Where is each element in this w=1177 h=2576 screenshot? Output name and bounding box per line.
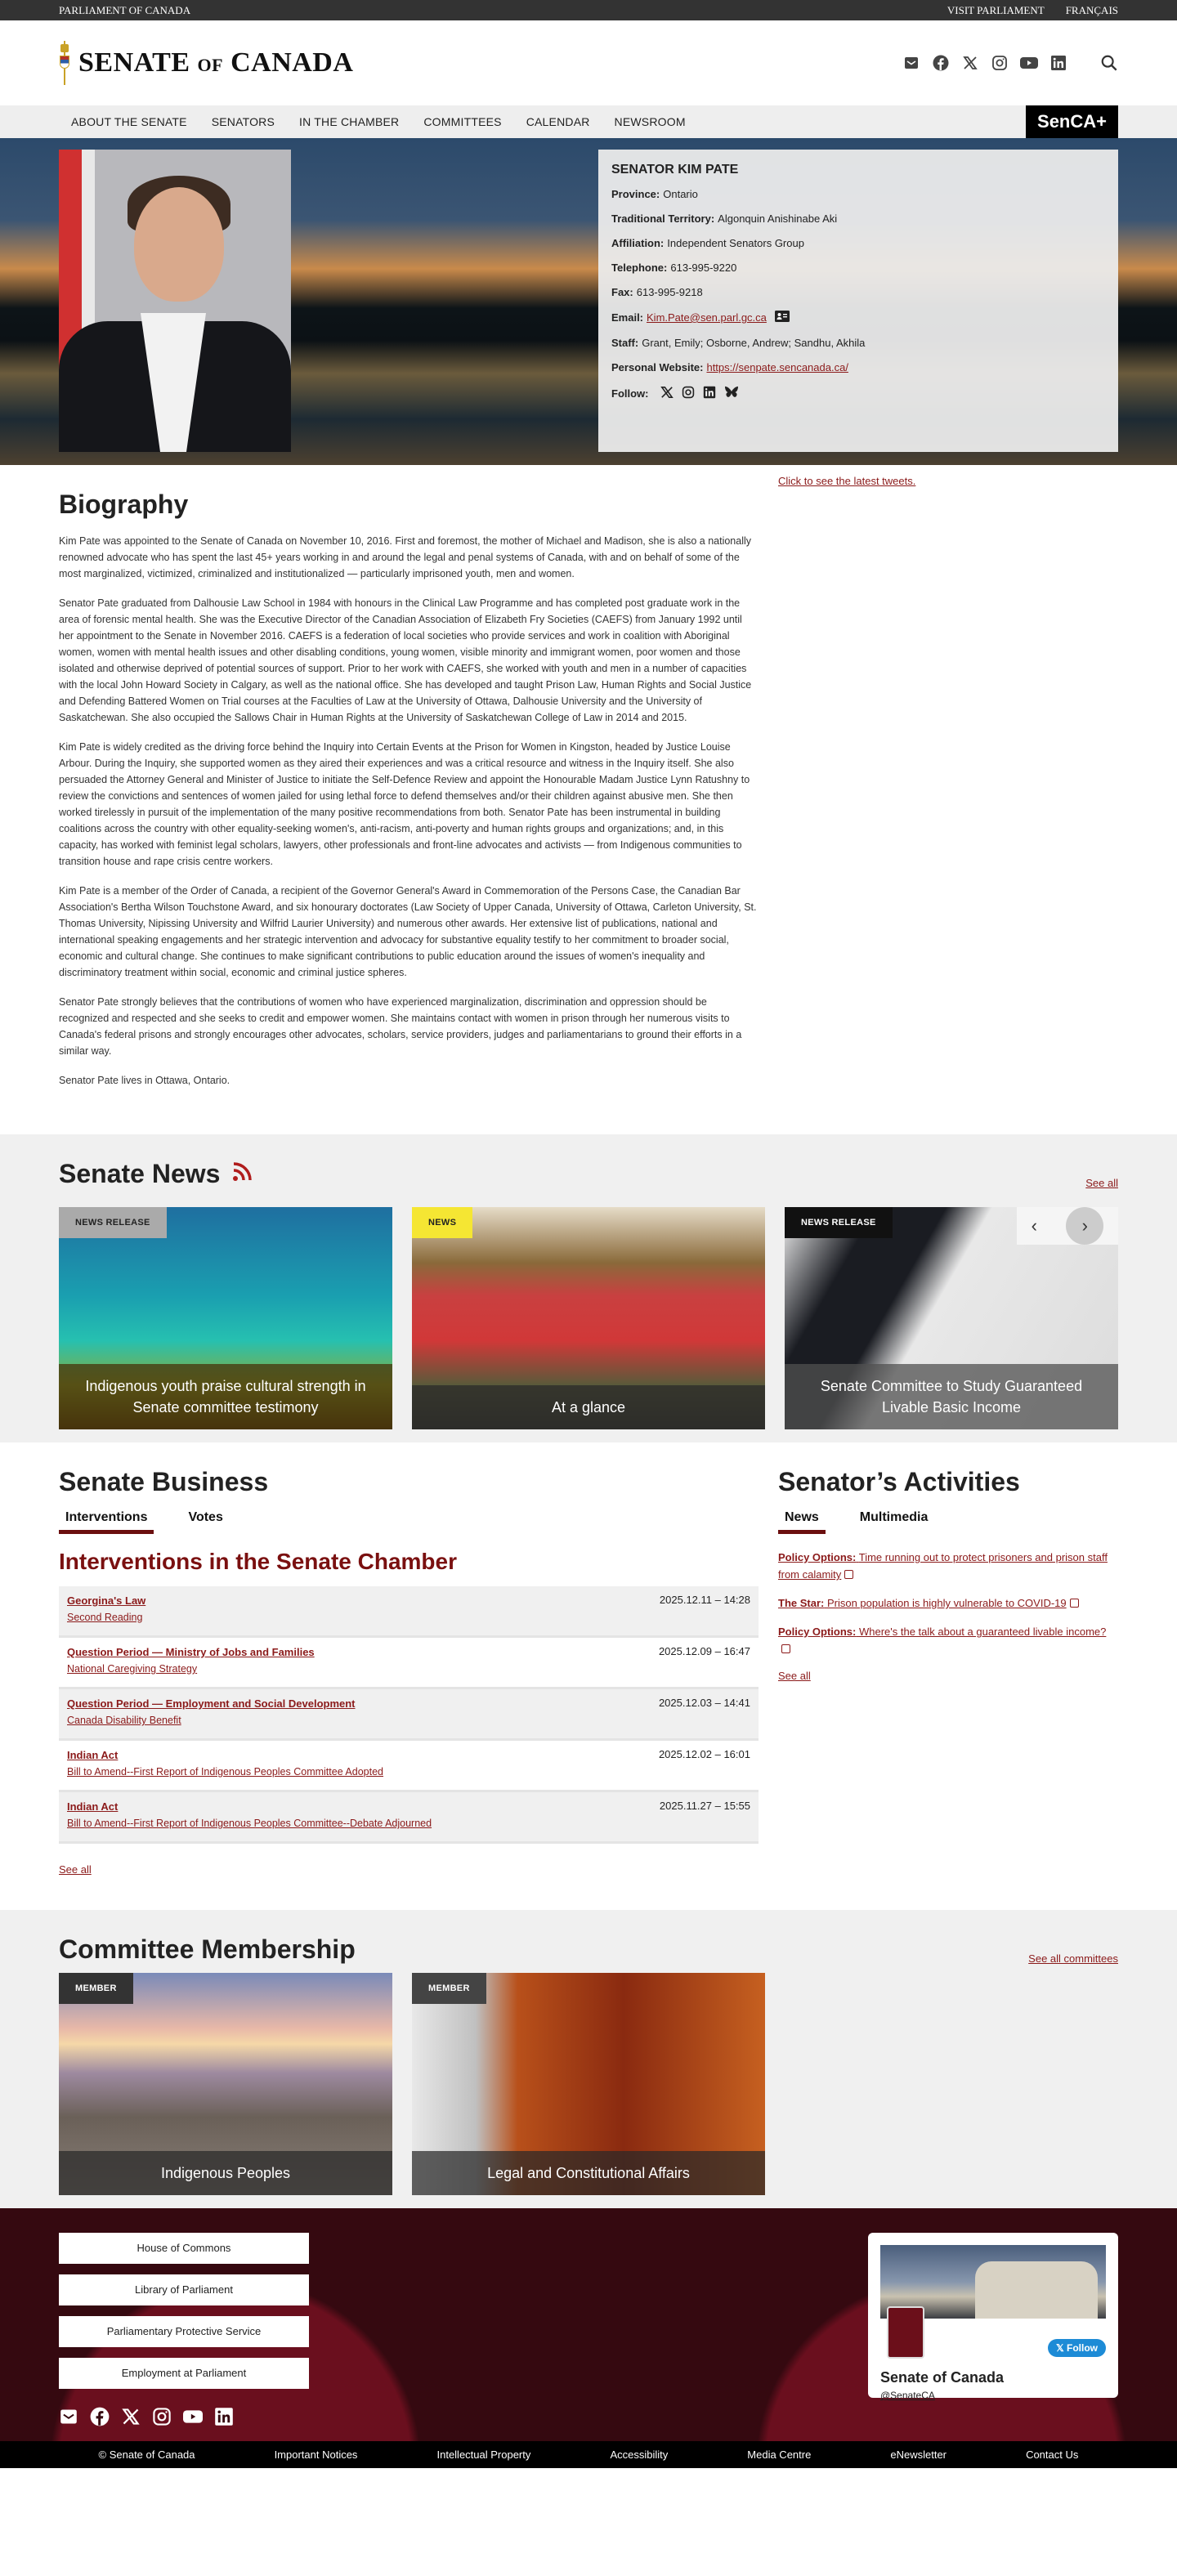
sidebar: [778, 475, 1118, 1102]
intervention-date: 2025.12.03 – 14:41: [658, 1697, 750, 1709]
activity-text: Where's the talk about a guaranteed livable income?: [858, 1626, 1107, 1638]
email-link[interactable]: Kim.Pate@sen.parl.gc.ca: [647, 311, 767, 324]
activity-source: Policy Options:: [778, 1626, 857, 1638]
intervention-sub-link[interactable]: National Caregiving Strategy: [67, 1663, 198, 1675]
footer-intellectual-property[interactable]: Intellectual Property: [436, 2449, 531, 2461]
nav-in-the-chamber[interactable]: IN THE CHAMBER: [299, 115, 400, 128]
activities-see-all-link[interactable]: See all: [778, 1670, 811, 1682]
youtube-icon[interactable]: [183, 2407, 203, 2426]
instagram-icon[interactable]: [682, 386, 695, 401]
committee-card[interactable]: [412, 1973, 765, 2195]
intervention-sub-link[interactable]: Bill to Amend--First Report of Indigenous Peoples Committee Adopted: [67, 1766, 384, 1778]
news-card[interactable]: [59, 1207, 392, 1429]
committee-card[interactable]: [59, 1973, 392, 2195]
tab-news[interactable]: News: [778, 1510, 826, 1534]
copyright: © Senate of Canada: [98, 2449, 195, 2461]
intervention-row: [59, 1638, 759, 1689]
senca-plus-button[interactable]: SenCA+: [1026, 105, 1118, 138]
nav-newsroom[interactable]: NEWSROOM: [614, 115, 686, 128]
interventions-list: [59, 1586, 759, 1844]
x-profile-name: Senate of Canada: [880, 2369, 1005, 2386]
intervention-date: 2025.12.09 – 16:47: [658, 1645, 750, 1657]
news-tag: NEWS RELEASE: [59, 1207, 167, 1238]
nav-about-the-senate[interactable]: ABOUT THE SENATE: [71, 115, 187, 128]
tab-votes[interactable]: Votes: [188, 1510, 223, 1524]
interventions-title: Interventions in the Senate Chamber: [59, 1549, 457, 1574]
visit-parliament-link[interactable]: VISIT PARLIAMENT: [947, 3, 1045, 16]
news-caption: Senate Committee to Study Guaranteed Livable Basic Income: [785, 1364, 1118, 1429]
rss-icon[interactable]: [231, 1159, 253, 1189]
activity-link[interactable]: [778, 1597, 1067, 1609]
top-bar: [0, 0, 1177, 20]
vcard-icon[interactable]: [775, 311, 790, 324]
external-link-icon: [781, 1644, 790, 1653]
intervention-row: [59, 1689, 759, 1741]
senate-logo[interactable]: [59, 41, 353, 85]
footer-link-employment[interactable]: Employment at Parliament: [59, 2358, 309, 2389]
intervention-row: [59, 1586, 759, 1638]
website-label: Personal Website:: [611, 361, 704, 373]
news-tag: NEWS RELEASE: [785, 1207, 893, 1238]
parliament-link[interactable]: PARLIAMENT OF CANADA: [59, 3, 191, 16]
intervention-title-link[interactable]: Indian Act: [67, 1800, 119, 1813]
territory-value: Algonquin Anishinabe Aki: [718, 212, 838, 225]
footer-accessibility[interactable]: Accessibility: [610, 2449, 669, 2461]
x-follow-button[interactable]: 𝕏 Follow: [1048, 2339, 1106, 2357]
staff-value: Grant, Emily; Osborne, Andrew; Sandhu, Akhila: [642, 337, 866, 349]
bio-paragraph: Kim Pate is a member of the Order of Canada, a recipient of the Governor General's Award in Commemoration of the Persons Case, the Canadian Bar Association's Bertha Wilson Touchstone Award, and six honourary doctorates (Law Society of Upper Canada, University of Ottawa, Carleton University, St. Thomas University, Nipissing University and Wilfrid Laurier University) and numerous other awards. Her extensive list of publications, national and international speaking engagements and her strategic intervention and advocacy for substantive equality testify to her commitment to broader social, economic and cultural change. She continues to make significant contributions to public education around the issues of women's inequality and discriminatory treatment within social, economic and criminal justice spheres.: [59, 885, 757, 978]
activity-link[interactable]: [778, 1626, 1106, 1638]
activity-source: Policy Options:: [778, 1551, 857, 1563]
intervention-row: [59, 1741, 759, 1792]
bio-paragraph: Senator Pate lives in Ottawa, Ontario.: [59, 1075, 230, 1086]
x-profile-avatar: [887, 2306, 924, 2359]
committee-tag: MEMBER: [412, 1973, 486, 2004]
instagram-icon[interactable]: [991, 54, 1009, 72]
email-label: Email:: [611, 311, 644, 324]
tab-multimedia[interactable]: Multimedia: [859, 1510, 929, 1524]
x-icon[interactable]: [121, 2407, 141, 2426]
activity-text: Time running out to protect prisoners and prison staff from calamity: [778, 1551, 1108, 1581]
nav-calendar[interactable]: CALENDAR: [526, 115, 590, 128]
senator-name: SENATOR KIM PATE: [611, 163, 739, 177]
x-icon[interactable]: [660, 386, 674, 401]
senate-business-title: Senate Business: [59, 1467, 269, 1496]
x-profile-card: [868, 2233, 1118, 2401]
mace-icon: [59, 41, 70, 85]
intervention-date: 2025.11.27 – 15:55: [659, 1800, 750, 1812]
site-footer: [0, 2208, 1177, 2441]
senator-portrait: [59, 150, 291, 452]
linkedin-icon[interactable]: [214, 2407, 234, 2426]
footer-link-protective-service[interactable]: Parliamentary Protective Service: [59, 2316, 309, 2347]
nav-committees[interactable]: COMMITTEES: [423, 115, 502, 128]
footer-link-library-of-parliament[interactable]: Library of Parliament: [59, 2274, 309, 2305]
fax-value: 613-995-9218: [636, 286, 703, 298]
carousel-prev-button[interactable]: ‹: [1031, 1215, 1037, 1236]
bluesky-icon[interactable]: [724, 386, 739, 401]
committee-section: [0, 1910, 1177, 2208]
x-profile-handle[interactable]: @SenateCA: [880, 2390, 935, 2401]
intervention-date: 2025.12.11 – 14:28: [659, 1594, 750, 1606]
affiliation-value: Independent Senators Group: [667, 237, 804, 249]
province-label: Province:: [611, 188, 660, 200]
senator-info-card: [598, 150, 1118, 452]
footer-enewsletter[interactable]: eNewsletter: [890, 2449, 947, 2461]
logo-text-senate: SENATE: [78, 47, 190, 78]
activity-item: [778, 1549, 1118, 1583]
territory-label: Traditional Territory:: [611, 212, 715, 225]
see-all-committees-link[interactable]: See all committees: [1028, 1952, 1118, 1965]
x-icon[interactable]: [961, 54, 979, 72]
facebook-icon[interactable]: [90, 2407, 110, 2426]
instagram-icon[interactable]: [152, 2407, 172, 2426]
main-nav: [0, 105, 1177, 138]
footer-media-centre[interactable]: Media Centre: [747, 2449, 812, 2461]
fax-label: Fax:: [611, 286, 633, 298]
logo-text-of: OF: [197, 55, 224, 75]
activity-text: Prison population is highly vulnerable to COVID-19: [826, 1597, 1067, 1609]
intervention-sub-link[interactable]: Canada Disability Benefit: [67, 1715, 181, 1726]
tab-interventions[interactable]: Interventions: [59, 1510, 154, 1534]
senator-hero: [0, 138, 1177, 465]
activities-title: Senator’s Activities: [778, 1467, 1020, 1496]
footer-bottom-bar: [0, 2441, 1177, 2468]
intervention-title-link[interactable]: Question Period — Employment and Social Development: [67, 1697, 356, 1710]
intervention-row: [59, 1792, 759, 1844]
activity-item: [778, 1623, 1118, 1657]
affiliation-label: Affiliation:: [611, 237, 665, 249]
bio-paragraph: Kim Pate was appointed to the Senate of Canada on November 10, 2016. First and foremost, the mother of Michael and Madison, she is also a nationally renowned advocate who has spent the last 45+ years working in and around the legal and penal systems of Canada, with and on behalf of some of the most marginalized, victimized, criminalized and institutionalized — particularly imprisoned youth, men and women.: [59, 535, 752, 579]
news-card[interactable]: [412, 1207, 765, 1429]
footer-important-notices[interactable]: Important Notices: [274, 2449, 358, 2461]
external-link-icon: [1070, 1599, 1079, 1608]
intervention-date: 2025.12.02 – 16:01: [658, 1748, 750, 1760]
intervention-sub-link[interactable]: Bill to Amend--First Report of Indigenous Peoples Committee--Debate Adjourned: [67, 1818, 432, 1829]
activity-item: [778, 1594, 1118, 1612]
intervention-sub-link[interactable]: Second Reading: [67, 1612, 143, 1623]
news-tag: NEWS: [412, 1207, 472, 1238]
carousel-nav: [1017, 1207, 1118, 1245]
search-icon[interactable]: [1100, 54, 1118, 72]
senate-news-title: Senate News: [59, 1159, 221, 1188]
linkedin-icon[interactable]: [1049, 54, 1067, 72]
news-caption: At a glance: [412, 1385, 765, 1429]
activity-link[interactable]: [778, 1551, 1108, 1581]
biography-title: Biography: [59, 490, 189, 519]
footer-contact-us[interactable]: Contact Us: [1026, 2449, 1079, 2461]
bio-paragraph: Senator Pate strongly believes that the contributions of women who have experienced marginalization, discrimination and oppression should be recognized and respected and she seeks to credit and empower women. She maintains contact with women in prison through her numerous visits to Canada's federal prisons and strongly encourages other advocates, scholars, service providers, judges and parliamentarians to ground their efforts in a similar way.: [59, 996, 742, 1057]
main-content: [0, 465, 1177, 1102]
bio-paragraph: Senator Pate graduated from Dalhousie Law School in 1984 with honours in the Clinical Law Programme and has completed post graduate work in the area of forensic mental health. She was the Executive Director of the Canadian Association of Elizabeth Fry Societies (CAEFS) from January 1992 until her appointment to the Senate in November 2016. CAEFS is a federation of local societies who provide services and work in coalition with Aboriginal women, women with mental health issues and other disabling conditions, young women, visible minority and immigrant women, poor women and those isolated and otherwise deprived of potential sources of support. Prior to her work with CAEFS, she worked with youth and men in a number of capacities with the local John Howard Society in Calgary, as well as the national office. She has developed and taught Prison Law, Human Rights and Social Justice and Defending Battered Women on Trial courses at the Faculties of Law at the University of Ottawa, Dalhousie University and the University of Saskatchewan. She also occupied the Sallows Chair in Human Rights at the University of Saskatchewan College of Law in 2014 and 2015.: [59, 597, 752, 723]
site-header: [0, 20, 1177, 105]
follow-label: Follow:: [611, 387, 649, 400]
telephone-label: Telephone:: [611, 262, 668, 274]
committee-title: Committee Membership: [59, 1934, 356, 1964]
youtube-icon[interactable]: [1020, 54, 1038, 72]
nav-senators[interactable]: SENATORS: [211, 115, 275, 128]
committee-caption: Indigenous Peoples: [59, 2151, 392, 2195]
news-see-all-link[interactable]: See all: [1085, 1177, 1118, 1189]
latest-tweets-link[interactable]: Click to see the latest tweets.: [778, 475, 916, 487]
senate-news-section: [0, 1134, 1177, 1442]
email-icon[interactable]: [902, 54, 920, 72]
intervention-title-link[interactable]: Question Period — Ministry of Jobs and Families: [67, 1646, 315, 1658]
external-link-icon: [844, 1570, 853, 1579]
intervention-title-link[interactable]: Indian Act: [67, 1749, 119, 1761]
facebook-icon[interactable]: [932, 54, 950, 72]
committee-tag: MEMBER: [59, 1973, 133, 2004]
bio-paragraph: Kim Pate is widely credited as the driving force behind the Inquiry into Certain Events at the Prison for Women in Kingston, headed by Justice Louise Arbour. During the Inquiry, she supported women as they aired their experiences and was a critical resource and witness in the Inquiry itself. She also persuaded the Attorney General and Minister of Justice to initiate the Self-Defence Review and appoint the Honourable Madam Justice Lynn Ratushny to review the convictions and sentences of women jailed for using lethal force to defend themselves and/or their children against abusive men. She then worked tirelessly in pursuit of the implementation of the many positive recommendations from both. Senator Pate has been instrumental in building coalitions across the country with other equality-seeking women's, anti-racism, anti-poverty and human rights groups and organizations; and, in this capacity, has worked with feminist legal scholars, lawyers, other professionals and front-line advocates and activists — from Indigenous communities to transition house and rape crisis centre workers.: [59, 741, 750, 867]
senate-business-section: [0, 1442, 1177, 1910]
news-card[interactable]: [785, 1207, 1118, 1429]
linkedin-icon[interactable]: [703, 386, 716, 401]
telephone-value: 613-995-9220: [670, 262, 737, 274]
footer-link-house-of-commons[interactable]: House of Commons: [59, 2233, 309, 2264]
intervention-title-link[interactable]: Georgina's Law: [67, 1594, 146, 1607]
news-caption: Indigenous youth praise cultural strength in Senate committee testimony: [59, 1364, 392, 1429]
biography-section: [59, 475, 759, 1102]
language-toggle[interactable]: FRANÇAIS: [1065, 3, 1118, 16]
carousel-next-button[interactable]: ›: [1066, 1207, 1103, 1245]
email-icon[interactable]: [59, 2407, 78, 2426]
logo-text-canada: CANADA: [230, 47, 354, 78]
interventions-see-all-link[interactable]: See all: [59, 1863, 92, 1876]
committee-caption: Legal and Constitutional Affairs: [412, 2151, 765, 2195]
province-value: Ontario: [663, 188, 698, 200]
activity-source: The Star:: [778, 1597, 825, 1609]
staff-label: Staff:: [611, 337, 639, 349]
website-link[interactable]: https://senpate.sencanada.ca/: [706, 361, 848, 373]
